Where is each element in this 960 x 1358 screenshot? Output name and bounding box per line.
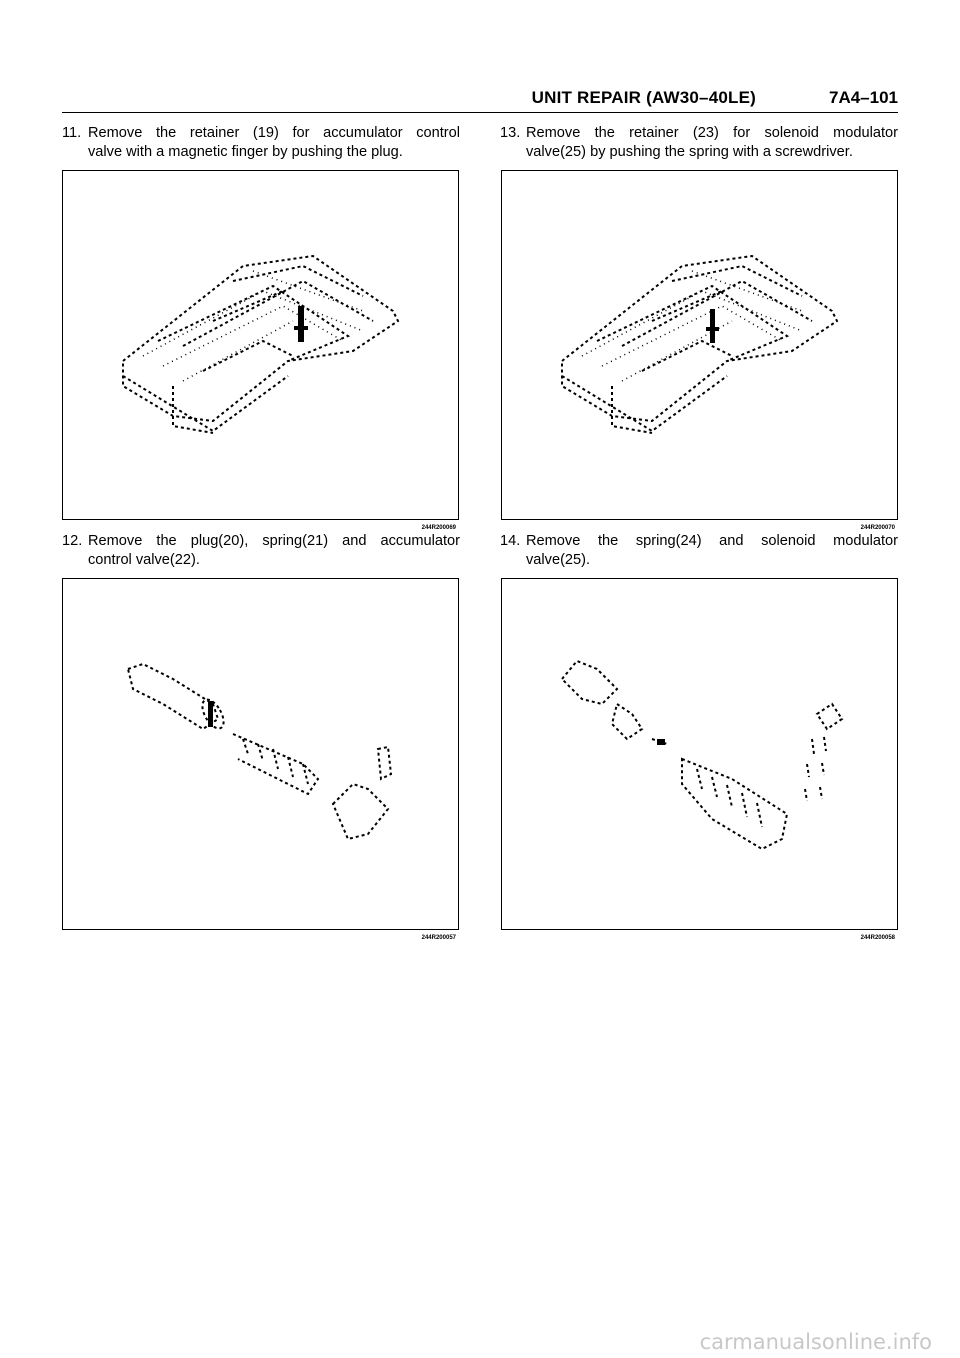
valve-body-illustration xyxy=(502,171,897,519)
step-12 xyxy=(62,532,460,570)
figure-solenoid-retainer xyxy=(501,170,898,531)
figure-id: 244R200070 xyxy=(860,525,895,531)
step-text-line: Remove the plug(20), spring(21) and accumulator xyxy=(88,533,460,549)
figure-accumulator-parts xyxy=(62,578,459,941)
figure-valve-body-retainer xyxy=(62,170,459,531)
step-11 xyxy=(62,124,460,162)
step-text-line: Remove the spring(24) and solenoid modulator xyxy=(526,533,898,549)
figure-id: 244R200057 xyxy=(421,935,456,941)
step-text-line: valve(25) by pushing the spring with a screwdriver. xyxy=(526,144,853,160)
step-number: 13. xyxy=(500,125,521,141)
step-text-line: Remove the retainer (19) for accumulator control xyxy=(88,125,460,141)
step-text-line: control valve(22). xyxy=(88,552,200,568)
step-14 xyxy=(500,532,898,570)
figure-id: 244R200069 xyxy=(421,525,456,531)
solenoid-parts-illustration xyxy=(502,579,897,929)
step-number: 11. xyxy=(62,125,82,141)
step-text-line: valve with a magnetic finger by pushing the plug. xyxy=(88,144,403,160)
valve-body-illustration xyxy=(63,171,458,519)
section-title: UNIT REPAIR (AW30–40LE) xyxy=(531,88,756,107)
step-text-line: valve(25). xyxy=(526,552,591,568)
figure-id: 244R200058 xyxy=(860,935,895,941)
step-text-line: Remove the retainer (23) for solenoid modulator xyxy=(526,125,898,141)
watermark: carmanualsonline.info xyxy=(699,1330,932,1354)
page-number: 7A4–101 xyxy=(828,88,898,107)
step-number: 14. xyxy=(500,533,521,549)
step-13 xyxy=(500,124,898,162)
figure-solenoid-parts xyxy=(501,578,898,941)
accumulator-parts-illustration xyxy=(63,579,458,929)
header-rule xyxy=(62,112,898,113)
step-number: 12. xyxy=(62,533,83,549)
page-header xyxy=(62,86,898,114)
